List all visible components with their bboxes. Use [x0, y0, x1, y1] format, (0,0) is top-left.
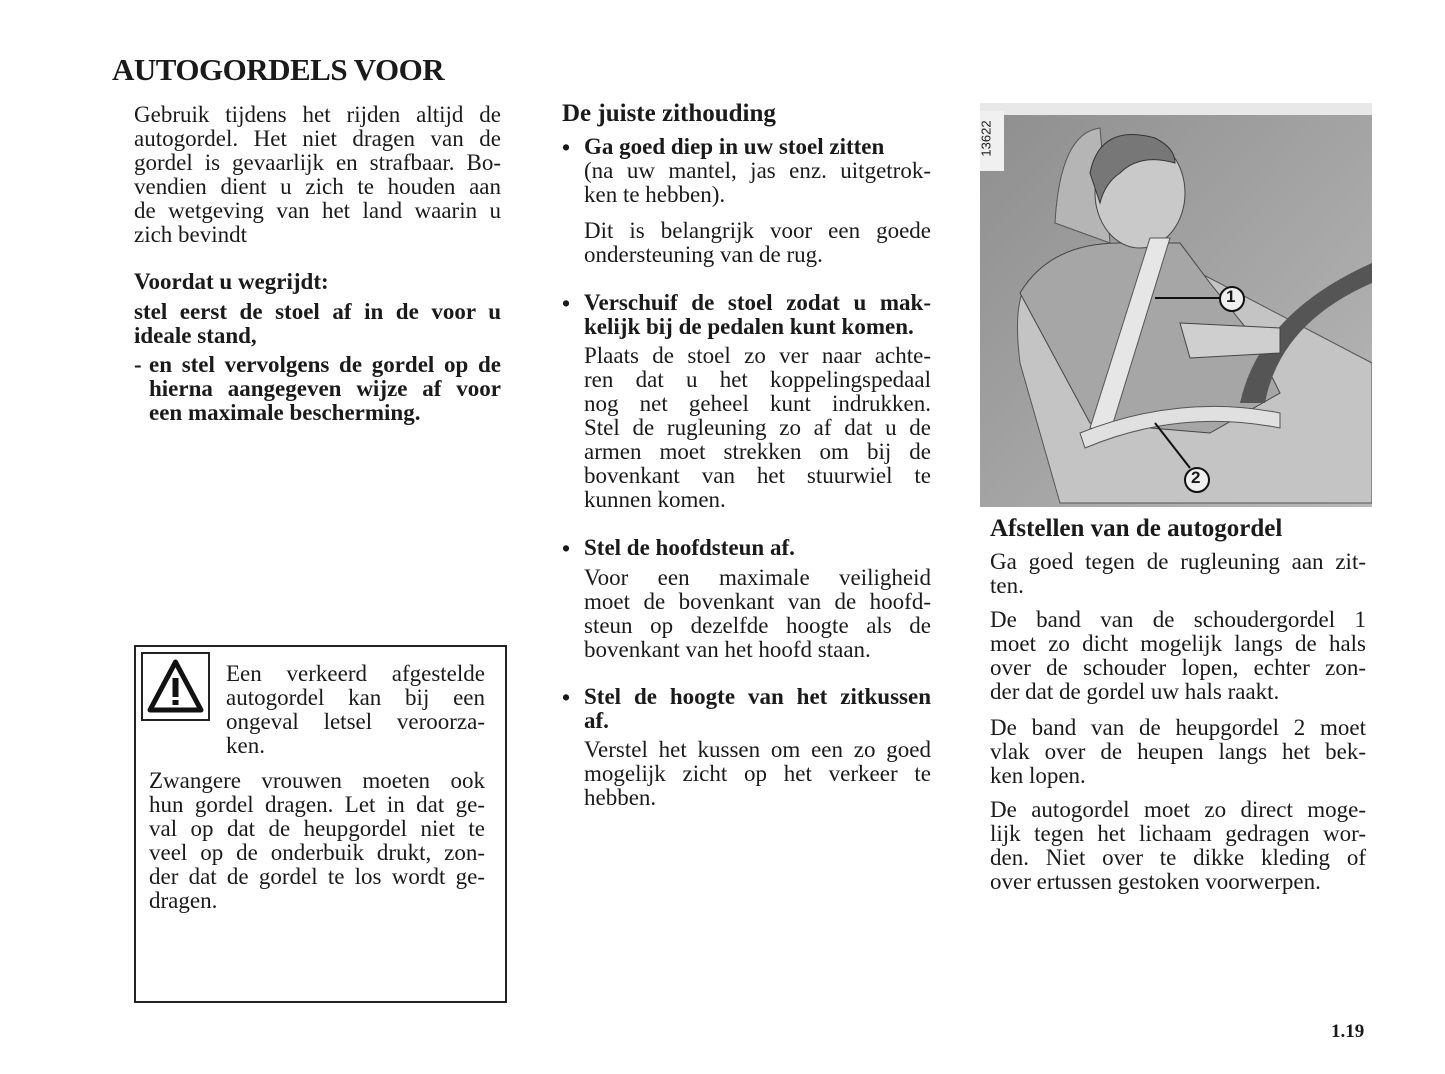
instruction-heading [584, 685, 931, 733]
text-line: vlak over de heupen langs het bek- [990, 739, 1366, 764]
text-line: en stel vervolgens de gordel op de [149, 352, 501, 377]
dash-marker: - [134, 352, 142, 377]
text-line: ken. [226, 733, 265, 758]
text-line: kunnen komen. [584, 487, 726, 512]
bullet-marker: • [562, 685, 571, 710]
instruction-heading [584, 135, 931, 159]
text-line: zich bevindt [134, 222, 248, 247]
text-line: lijk tegen het lichaam gedragen wor- [990, 821, 1366, 846]
page-title: AUTOGORDELS VOOR [112, 52, 445, 87]
step-adjust-belt [149, 353, 501, 425]
text-line: bovenkant van het stuurwiel te [584, 463, 931, 488]
text-line: der dat de gordel uw hals raakt. [990, 679, 1280, 704]
text-line: Stel de hoofdsteun af. [584, 535, 795, 560]
page-number: 1.19 [1331, 1021, 1365, 1042]
text-line: Stel de rugleuning zo af dat u de [584, 415, 931, 440]
text-line: Ga goed diep in uw stoel zitten [584, 134, 885, 159]
instruction-text [584, 566, 931, 662]
text-line: moet de bovenkant van de hoofd- [584, 589, 931, 614]
text-line: ren dat u het koppelingspedaal [584, 367, 931, 392]
text-line: een maximale bescherming. [149, 400, 421, 425]
text-line: Voor een maximale veiligheid [584, 565, 931, 590]
text-line: steun op dezelfde hoogte als de [584, 613, 931, 638]
text-line: ken te hebben). [584, 182, 726, 207]
section-heading-seating: De juiste zithouding [562, 100, 776, 127]
text-line: Ga goed tegen de rugleuning aan zit- [990, 549, 1366, 574]
bullet-marker: • [562, 291, 571, 316]
text-line: ten. [990, 573, 1024, 598]
text-line: De band van de schoudergordel 1 [990, 607, 1366, 632]
text-line: over de schouder lopen, echter zon- [990, 655, 1366, 680]
warning-text-pregnant [149, 769, 485, 913]
text-line: armen moet strekken om bij de [584, 439, 931, 464]
text-line: Gebruik tijdens het rijden altijd de [134, 102, 501, 127]
text-line: Verstel het kussen om een zo goed [584, 737, 931, 762]
text-line: (na uw mantel, jas enz. uitgetrok- [584, 158, 931, 183]
text-line: over ertussen gestoken voorwerpen. [990, 869, 1321, 894]
text-line: hun gordel dragen. Let in dat ge- [149, 792, 485, 817]
text-line: De autogordel moet zo direct moge- [990, 797, 1366, 822]
before-driving-label: Voordat u wegrijdt: [134, 269, 329, 294]
belt-paragraph [990, 608, 1366, 704]
text-line: bovenkant van het hoofd staan. [584, 637, 871, 662]
text-line: stel eerst de stoel af in de voor u [134, 299, 501, 324]
warning-triangle-icon [141, 652, 210, 721]
text-line: ken lopen. [990, 763, 1086, 788]
text-line: val op dat de heupgordel niet te [149, 816, 485, 841]
belt-paragraph [990, 550, 1366, 598]
text-line: moet zo dicht mogelijk langs de hals [990, 631, 1366, 656]
warning-text-belt [226, 662, 485, 758]
text-line: autogordel kan bij een [226, 685, 485, 710]
text-line: af. [584, 708, 609, 733]
text-line: der dat de gordel te los wordt ge- [149, 864, 485, 889]
text-line: ideale stand, [134, 323, 257, 348]
step-adjust-seat [134, 300, 501, 348]
text-line: veel op de onderbuik drukt, zon- [149, 840, 485, 865]
text-line: vendien dient u zich te houden aan [134, 174, 501, 199]
text-line: gordel is gevaarlijk en strafbaar. Bo- [134, 150, 501, 175]
text-line: nog net geheel kunt indrukken. [584, 391, 931, 416]
bullet-marker: • [562, 536, 571, 561]
instruction-text [584, 344, 931, 512]
text-line: mogelijk zicht op het verkeer te [584, 761, 931, 786]
belt-paragraph [990, 716, 1366, 788]
text-line: Plaats de stoel zo ver naar achte- [584, 343, 931, 368]
text-line: Stel de hoogte van het zitkussen [584, 684, 931, 709]
text-line: De band van de heupgordel 2 moet [990, 715, 1366, 740]
figure-reference-number: 13622 [978, 120, 994, 157]
text-line: Dit is belangrijk voor een goede [584, 218, 931, 243]
text-line: kelijk bij de pedalen kunt komen. [584, 314, 914, 339]
instruction-heading [584, 536, 931, 560]
bullet-marker: • [562, 135, 571, 160]
text-line: hebben. [584, 785, 657, 810]
text-line: de wetgeving van het land waarin u [134, 198, 501, 223]
text-line: hierna aangegeven wijze af voor [149, 376, 501, 401]
callout-1: 1 [1226, 287, 1236, 306]
callout-2: 2 [1191, 468, 1201, 487]
belt-paragraph [990, 798, 1366, 894]
text-line: autogordel. Het niet dragen van de [134, 126, 501, 151]
text-line: den. Niet over te dikke kleding of [990, 845, 1366, 870]
text-line: dragen. [149, 888, 218, 913]
instruction-text [584, 159, 931, 207]
text-line: ongeval letsel veroorza- [226, 709, 485, 734]
text-line: ondersteuning van de rug. [584, 242, 823, 267]
section-heading-belt-adjust: Afstellen van de autogordel [990, 515, 1283, 542]
text-line: Een verkeerd afgestelde [226, 661, 485, 686]
text-line: Zwangere vrouwen moeten ook [149, 768, 485, 793]
instruction-text [584, 738, 931, 810]
seatbelt-illustration [980, 103, 1372, 507]
instruction-heading [584, 291, 931, 339]
text-line: Verschuif de stoel zodat u mak- [584, 290, 931, 315]
instruction-text [584, 219, 931, 267]
intro-paragraph [134, 103, 501, 247]
